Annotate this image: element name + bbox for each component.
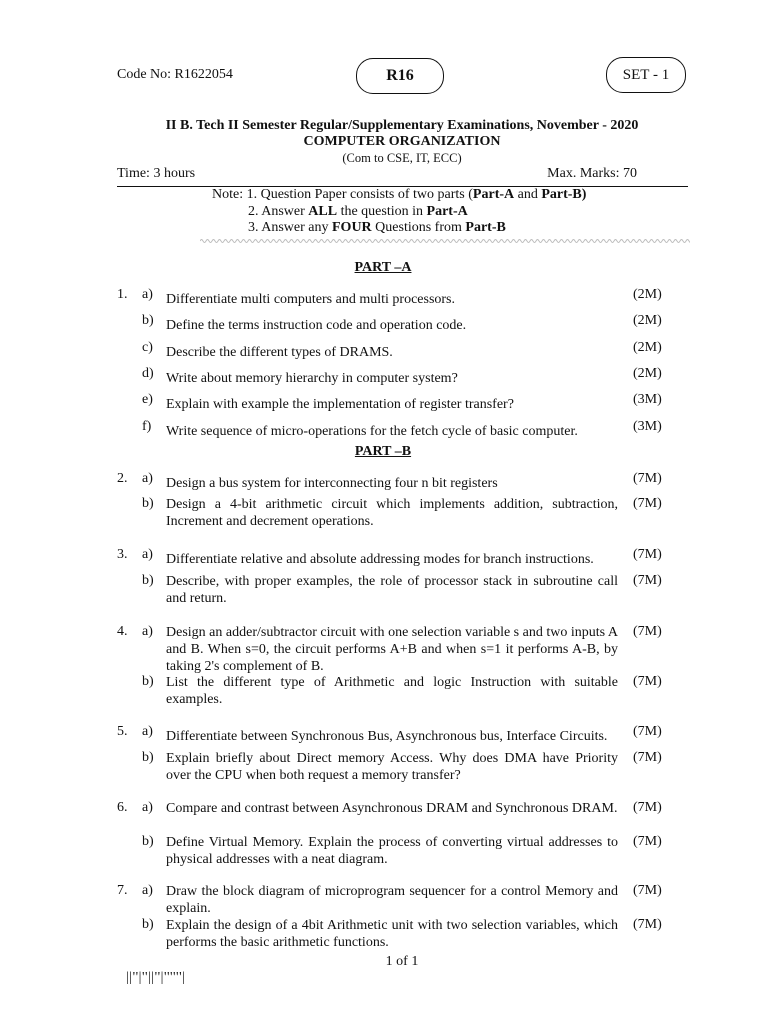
sub-question-label: a) (142, 724, 153, 739)
set-badge: SET - 1 (606, 57, 686, 93)
instructions-note (212, 187, 586, 237)
question-number: 6. (117, 800, 128, 815)
marks-label: (7M) (633, 750, 662, 765)
wavy-divider (200, 236, 690, 246)
question-text: Differentiate between Synchronous Bus, Asynchronous bus, Interface Circuits. (166, 729, 608, 744)
marks-label: (7M) (633, 800, 662, 815)
marks-label: (7M) (633, 624, 662, 639)
sub-question-label: b) (142, 573, 154, 588)
sub-question-label: d) (142, 366, 154, 381)
marks-label: (2M) (633, 366, 662, 381)
marks-label: (3M) (633, 419, 662, 434)
marks-label: (7M) (633, 471, 662, 486)
sub-question-label: b) (142, 917, 154, 932)
note-line-1: Note: 1. Question Paper consists of two parts (Part-A and Part-B) (212, 187, 587, 202)
sub-question-label: e) (142, 392, 153, 407)
sub-question-label: f) (142, 419, 152, 434)
page-number: 1 of 1 (385, 954, 419, 969)
question-text: Describe the different types of DRAMS. (166, 345, 393, 360)
question-text: Draw the block diagram of microprogram sequencer for a control Memory and explain. (166, 884, 618, 916)
duration: Time: 3 hours (117, 166, 196, 181)
subject-title: COMPUTER ORGANIZATION (303, 134, 501, 149)
question-number: 2. (117, 471, 128, 486)
marks-label: (7M) (633, 547, 662, 562)
marks-label: (7M) (633, 724, 662, 739)
question-text: Define Virtual Memory. Explain the process of converting virtual addresses to physical addresses with a neat diagram. (166, 835, 618, 867)
question-text: Design an adder/subtractor circuit with one selection variable s and two inputs A and B. When s=0, the circuit performs A+B and when s=1 it performs A-B, by taking 2's complement of B. (166, 625, 618, 674)
exam-title: II B. Tech II Semester Regular/Supplementary Examinations, November - 2020 (165, 118, 639, 133)
sub-question-label: a) (142, 624, 153, 639)
marks-label: (7M) (633, 917, 662, 932)
marks-label: (7M) (633, 496, 662, 511)
max-marks: Max. Marks: 70 (547, 166, 637, 181)
sub-question-label: a) (142, 883, 153, 898)
question-text: Design a 4-bit arithmetic circuit which implements addition, subtraction, Increment and decrement operations. (166, 497, 618, 529)
question-text: Differentiate relative and absolute addressing modes for branch instructions. (166, 552, 594, 567)
question-text: Compare and contrast between Asynchronous DRAM and Synchronous DRAM. (166, 801, 618, 816)
marks-label: (3M) (633, 392, 662, 407)
sub-question-label: b) (142, 834, 154, 849)
question-text: Explain the design of a 4bit Arithmetic unit with two selection variables, which performs the basic arithmetic functions. (166, 918, 618, 950)
question-text: Differentiate multi computers and multi processors. (166, 292, 456, 307)
question-text: Write about memory hierarchy in computer system? (166, 371, 458, 386)
part-a-heading: PART –A (354, 260, 412, 275)
sub-question-label: a) (142, 471, 153, 486)
marks-label: (2M) (633, 287, 662, 302)
branches: (Com to CSE, IT, ECC) (342, 151, 462, 165)
question-text: List the different type of Arithmetic and logic Instruction with suitable examples. (166, 675, 618, 707)
sub-question-label: a) (142, 800, 153, 815)
part-b-heading: PART –B (354, 444, 412, 459)
question-number: 1. (117, 287, 128, 302)
marks-label: (7M) (633, 674, 662, 689)
question-text: Explain with example the implementation of register transfer? (166, 397, 514, 412)
marks-label: (2M) (633, 340, 662, 355)
code-number: Code No: R1622054 (117, 67, 233, 82)
question-number: 7. (117, 883, 128, 898)
question-text: Explain briefly about Direct memory Access. Why does DMA have Priority over the CPU when both request a memory transfer? (166, 751, 618, 783)
note-line-2: 2. Answer ALL the question in Part-A (248, 203, 468, 219)
marks-label: (7M) (633, 834, 662, 849)
question-text: Describe, with proper examples, the role of processor stack in subroutine call and return. (166, 574, 618, 606)
sub-question-label: c) (142, 340, 153, 355)
sub-question-label: a) (142, 547, 153, 562)
sub-question-label: b) (142, 750, 154, 765)
question-number: 4. (117, 624, 128, 639)
question-number: 3. (117, 547, 128, 562)
question-number: 5. (117, 724, 128, 739)
question-text: Define the terms instruction code and operation code. (166, 318, 467, 333)
regulation-badge: R16 (356, 58, 444, 94)
marks-label: (7M) (633, 883, 662, 898)
question-text: Write sequence of micro-operations for the fetch cycle of basic computer. (166, 424, 578, 439)
note-line-3: 3. Answer any FOUR Questions from Part-B (248, 220, 506, 235)
marks-label: (7M) (633, 573, 662, 588)
marks-label: (2M) (633, 313, 662, 328)
barcode: ||''|''||''|''''''| (126, 970, 186, 985)
sub-question-label: a) (142, 287, 153, 302)
question-text: Design a bus system for interconnecting four n bit registers (166, 476, 498, 491)
sub-question-label: b) (142, 496, 154, 511)
sub-question-label: b) (142, 313, 154, 328)
sub-question-label: b) (142, 674, 154, 689)
